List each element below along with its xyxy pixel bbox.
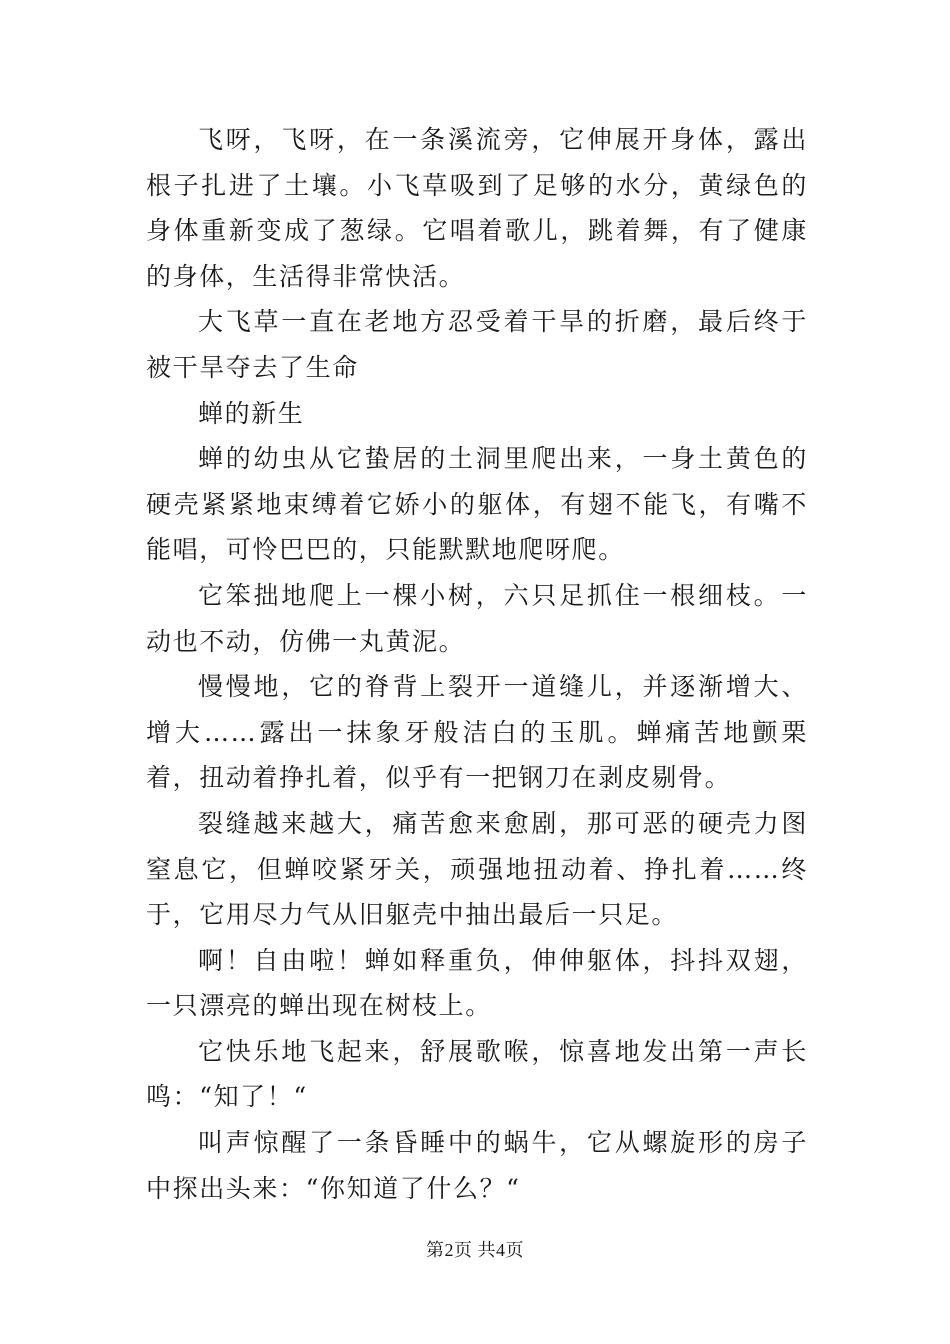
page-number-footer: 第2页 共4页 — [426, 1240, 524, 1260]
paragraph: 飞呀，飞呀，在一条溪流旁，它伸展开身体，露出根子扎进了土壤。小飞草吸到了足够的水分，黄绿色的身体重新变成了葱绿。它唱着歌儿，跳着舞，有了健康的身体，生活得非常快活。 — [146, 125, 808, 291]
paragraph: 裂缝越来越大，痛苦愈来愈剧，那可恶的硬壳力图窒息它，但蝉咬紧牙关，顽强地扭动着、挣扎着……终于，它用尽力气从旧躯壳中抽出最后一只足。 — [146, 808, 808, 930]
paragraph: 大飞草一直在老地方忍受着干旱的折磨，最后终于被干旱夺去了生命 — [146, 307, 808, 382]
section-title: 蝉的新生 — [198, 398, 305, 428]
paragraph: 慢慢地，它的脊背上裂开一道缝儿，并逐渐增大、增大……露出一抹象牙般洁白的玉肌。蝉痛苦地颤栗着，扭动着挣扎着，似乎有一把钢刀在剥皮剔骨。 — [146, 672, 808, 793]
document-body — [146, 117, 808, 1211]
paragraph: 叫声惊醒了一条昏睡中的蜗牛，它从螺旋形的房子中探出头来：“你知道了什么？“ — [146, 1128, 808, 1203]
paragraph: 啊！自由啦！蝉如释重负，伸伸躯体，抖抖双翅，一只漂亮的蝉出现在树枝上。 — [146, 945, 808, 1021]
paragraph: 它笨拙地爬上一棵小树，六只足抓住一根细枝。一动也不动，仿佛一丸黄泥。 — [146, 580, 808, 656]
paragraph: 蝉的幼虫从它蛰居的土洞里爬出来，一身土黄色的硬壳紧紧地束缚着它娇小的躯体，有翅不能飞，有嘴不能唱，可怜巴巴的，只能默默地爬呀爬。 — [146, 444, 808, 565]
paragraph: 它快乐地飞起来，舒展歌喉，惊喜地发出第一声长鸣：“知了！“ — [146, 1036, 808, 1112]
